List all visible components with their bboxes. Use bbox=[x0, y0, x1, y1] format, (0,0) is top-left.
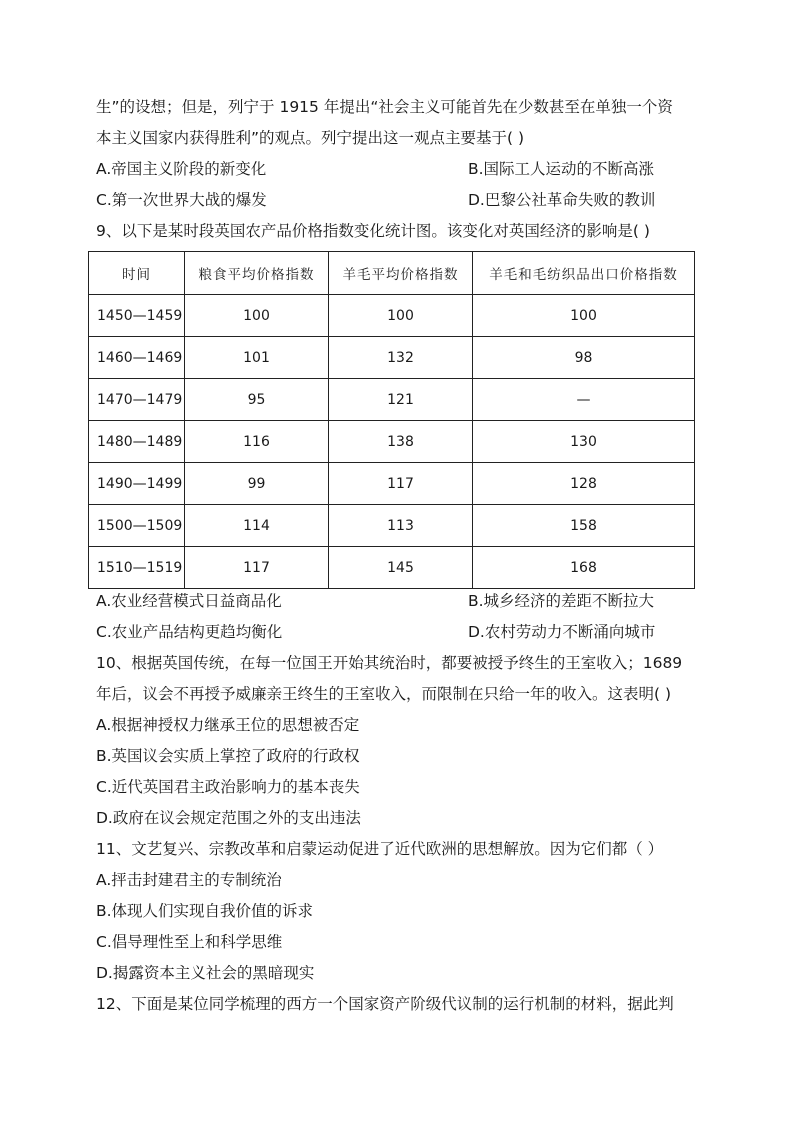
q11-option-d[interactable]: D.揭露资本主义社会的黑暗现实 bbox=[96, 964, 315, 982]
q11-option-c[interactable]: C.倡导理性至上和科学思维 bbox=[96, 933, 283, 951]
table-cell-period: 1500—1509 bbox=[89, 505, 185, 547]
table-row bbox=[89, 379, 695, 421]
q9-options-row-1 bbox=[96, 590, 655, 612]
q9-options-row-2 bbox=[96, 621, 656, 643]
table-cell: 128 bbox=[473, 463, 695, 505]
q8-options-row-1 bbox=[96, 158, 655, 180]
table-header-cell: 时间 bbox=[89, 252, 185, 295]
table-cell: 117 bbox=[329, 463, 473, 505]
q8-option-b[interactable]: B.国际工人运动的不断高涨 bbox=[468, 160, 655, 178]
q9-option-b[interactable]: B.城乡经济的差距不断拉大 bbox=[468, 592, 655, 610]
table-row bbox=[89, 547, 695, 589]
q11-option-b[interactable]: B.体现人们实现自我价值的诉求 bbox=[96, 902, 314, 920]
table-cell: — bbox=[473, 379, 695, 421]
q10-option-b[interactable]: B.英国议会实质上掌控了政府的行政权 bbox=[96, 747, 360, 765]
table-cell: 114 bbox=[185, 505, 329, 547]
table-cell-period: 1510—1519 bbox=[89, 547, 185, 589]
table-cell-period: 1470—1479 bbox=[89, 379, 185, 421]
table-cell: 100 bbox=[473, 295, 695, 337]
q9-option-c[interactable]: C.农业产品结构更趋均衡化 bbox=[96, 623, 283, 641]
table-header-cell: 羊毛和毛纺织品出口价格指数 bbox=[473, 252, 695, 295]
q10-option-a[interactable]: A.根据神授权力继承王位的思想被否定 bbox=[96, 716, 360, 734]
table-row bbox=[89, 295, 695, 337]
table-cell: 117 bbox=[185, 547, 329, 589]
price-index-table bbox=[88, 251, 695, 589]
q9-option-d[interactable]: D.农村劳动力不断涌向城市 bbox=[468, 623, 656, 641]
table-cell: 99 bbox=[185, 463, 329, 505]
table-row bbox=[89, 463, 695, 505]
table-cell: 158 bbox=[473, 505, 695, 547]
q10-stem-1: 10、根据英国传统，在每一位国王开始其统治时，都要被授予终生的王室收入；1689 bbox=[96, 654, 683, 672]
q8-option-c[interactable]: C.第一次世界大战的爆发 bbox=[96, 191, 267, 209]
table-cell: 168 bbox=[473, 547, 695, 589]
table-cell: 101 bbox=[185, 337, 329, 379]
table-cell-period: 1490—1499 bbox=[89, 463, 185, 505]
table-cell: 100 bbox=[329, 295, 473, 337]
table-cell: 121 bbox=[329, 379, 473, 421]
q11-stem: 11、文艺复兴、宗教改革和启蒙运动促进了近代欧洲的思想解放。因为它们都（ ） bbox=[96, 840, 664, 858]
q10-stem-2: 年后，议会不再授予威廉亲王终生的王室收入，而限制在只给一年的收入。这表明( ) bbox=[96, 685, 672, 703]
q9-option-a[interactable]: A.农业经营模式日益商品化 bbox=[96, 592, 282, 610]
line-q8-stem-1: 生”的设想；但是，列宁于 1915 年提出“社会主义可能首先在少数甚至在单独一个资 bbox=[96, 98, 673, 116]
q8-option-d[interactable]: D.巴黎公社革命失败的教训 bbox=[468, 191, 656, 209]
table-cell-period: 1460—1469 bbox=[89, 337, 185, 379]
table-cell: 132 bbox=[329, 337, 473, 379]
q12-stem: 12、下面是某位同学梳理的西方一个国家资产阶级代议制的运行机制的材料，据此判 bbox=[96, 995, 674, 1013]
q9-stem: 9、以下是某时段英国农产品价格指数变化统计图。该变化对英国经济的影响是( ) bbox=[96, 222, 650, 240]
table-cell: 98 bbox=[473, 337, 695, 379]
table-cell: 145 bbox=[329, 547, 473, 589]
table-cell-period: 1480—1489 bbox=[89, 421, 185, 463]
table-row bbox=[89, 337, 695, 379]
q10-option-c[interactable]: C.近代英国君主政治影响力的基本丧失 bbox=[96, 778, 360, 796]
table-cell: 95 bbox=[185, 379, 329, 421]
table-cell: 100 bbox=[185, 295, 329, 337]
q8-options-row-2 bbox=[96, 189, 656, 211]
table-cell: 138 bbox=[329, 421, 473, 463]
table-header-cell: 羊毛平均价格指数 bbox=[329, 252, 473, 295]
table-row bbox=[89, 505, 695, 547]
q10-option-d[interactable]: D.政府在议会规定范围之外的支出违法 bbox=[96, 809, 361, 827]
table-cell: 113 bbox=[329, 505, 473, 547]
q11-option-a[interactable]: A.抨击封建君主的专制统治 bbox=[96, 871, 282, 889]
table-header-row bbox=[89, 252, 695, 295]
line-q8-stem-2: 本主义国家内获得胜利”的观点。列宁提出这一观点主要基于( ) bbox=[96, 129, 525, 147]
q8-option-a[interactable]: A.帝国主义阶段的新变化 bbox=[96, 160, 267, 178]
table-cell: 130 bbox=[473, 421, 695, 463]
table-header-cell: 粮食平均价格指数 bbox=[185, 252, 329, 295]
table-cell-period: 1450—1459 bbox=[89, 295, 185, 337]
table-row bbox=[89, 421, 695, 463]
table-cell: 116 bbox=[185, 421, 329, 463]
